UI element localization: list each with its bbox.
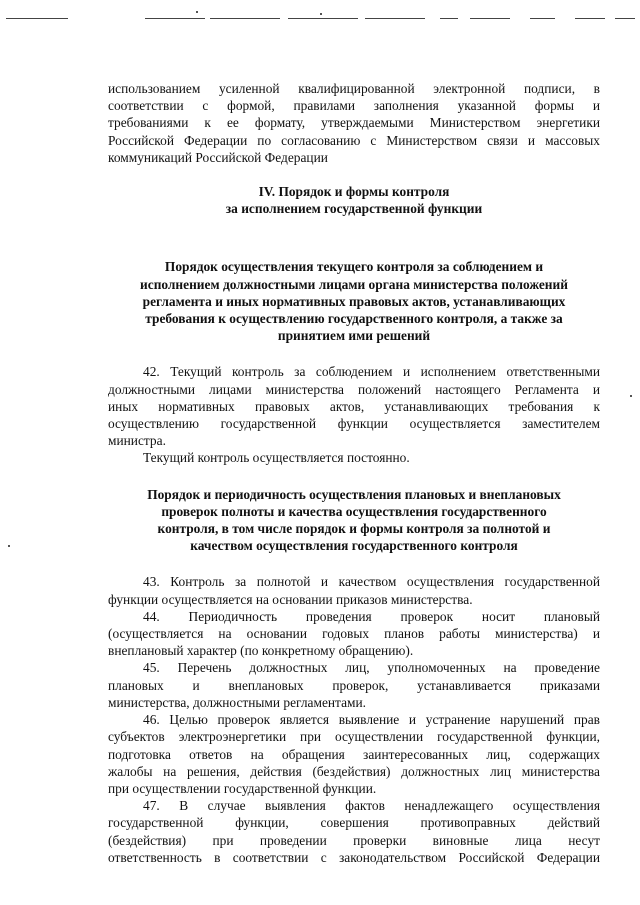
heading-line: проверок полноты и качества осуществления государственного bbox=[161, 503, 547, 519]
text-line: 45. Перечень должностных лиц, уполномоченных на проведение bbox=[143, 660, 600, 676]
scan-speck bbox=[320, 13, 322, 15]
paragraph-42-followup: Текущий контроль осуществляется постоянно. bbox=[143, 450, 410, 466]
heading-line: Порядок и периодичность осуществления плановых и внеплановых bbox=[147, 486, 561, 502]
text-line: министерства, должностными регламентами. bbox=[108, 694, 366, 710]
text-line: (бездействия) при проведении проверки виновные лица несут bbox=[108, 832, 600, 848]
text-line: 42. Текущий контроль за соблюдением и исполнением ответственными bbox=[143, 364, 600, 380]
text-line: использованием усиленной квалифицированной электронной подписи, в bbox=[108, 81, 600, 96]
heading-line: принятием ими решений bbox=[277, 328, 431, 344]
text-line: 43. Контроль за полнотой и качеством осуществления государственной bbox=[143, 574, 600, 590]
section-title-line: IV. Порядок и формы контроля bbox=[258, 184, 450, 200]
text-line: Российской Федерации по согласованию с Министерством связи и массовых bbox=[108, 132, 600, 148]
text-line: соответствии с формой, правилами заполнения указанной формы и bbox=[108, 98, 600, 114]
heading-line: качеством осуществления государственного контроля bbox=[190, 538, 518, 554]
document-page bbox=[108, 80, 600, 866]
subsection-heading-inspections bbox=[108, 486, 600, 555]
paragraph-47 bbox=[108, 797, 600, 866]
text-line: министра. bbox=[108, 433, 166, 449]
section-title-line: за исполнением государственной функции bbox=[225, 201, 483, 217]
text-line: жалобы на решения, действия (бездействия) должностных лиц министерства bbox=[108, 763, 600, 779]
paragraph-44 bbox=[108, 608, 600, 660]
text-line: коммуникаций Российской Федерации bbox=[108, 149, 328, 165]
heading-line: исполнением должностными лицами органа министерства положений bbox=[140, 276, 568, 292]
text-line: (осуществляется на основании годовых планов работы министерства) и bbox=[108, 626, 600, 642]
heading-line: регламента и иных нормативных правовых актов, устанавливающих bbox=[142, 293, 566, 309]
scan-header-rule bbox=[0, 18, 640, 28]
paragraph-43 bbox=[108, 573, 600, 607]
paragraph-42 bbox=[108, 363, 600, 449]
paragraph-45 bbox=[108, 659, 600, 711]
text-line: иных нормативных правовых актов, устанавливающих требования к bbox=[108, 398, 600, 414]
text-line: 44. Периодичность проведения проверок носит плановый bbox=[143, 608, 600, 624]
text-line: должностными лицами министерства положений настоящего Регламента и bbox=[108, 381, 600, 397]
text-line: требованиями к ее формату, утверждаемыми Министерством энергетики bbox=[108, 115, 600, 131]
intro-paragraph bbox=[108, 80, 600, 166]
heading-line: требования к осуществлению государственного контроля, а также за bbox=[145, 311, 563, 327]
paragraph-46 bbox=[108, 711, 600, 797]
text-line: подготовка ответов на обращения заинтересованных лиц, содержащих bbox=[108, 746, 600, 762]
text-line: 46. Целью проверок является выявление и устранение нарушений прав bbox=[143, 712, 600, 728]
text-line: государственной функции, совершения противоправных действий bbox=[108, 815, 600, 831]
scan-speck bbox=[630, 395, 632, 397]
text-line: осуществлению государственной функции осуществляется заместителем bbox=[108, 416, 600, 432]
scan-speck bbox=[8, 545, 10, 547]
text-line: при осуществлении государственной функции. bbox=[108, 780, 377, 796]
text-line: субъектов электроэнергетики при осуществлении государственной функции, bbox=[108, 729, 600, 745]
text-line: функции осуществляется на основании приказов министерства. bbox=[108, 591, 473, 607]
scan-speck bbox=[196, 11, 198, 13]
section-title bbox=[108, 183, 600, 217]
heading-line: Порядок осуществления текущего контроля за соблюдением и bbox=[164, 259, 544, 275]
heading-line: контроля, в том числе порядок и формы контроля за полнотой и bbox=[157, 521, 551, 537]
text-line: внеплановый характер (по конкретному обращению). bbox=[108, 643, 414, 659]
text-line: ответственность в соответствии с законодательством Российской Федерации bbox=[108, 849, 600, 865]
subsection-heading-current-control bbox=[108, 258, 600, 344]
text-line: плановых и внеплановых проверок, устанавливается приказами bbox=[108, 677, 600, 693]
text-line: 47. В случае выявления фактов ненадлежащего осуществления bbox=[143, 798, 600, 814]
